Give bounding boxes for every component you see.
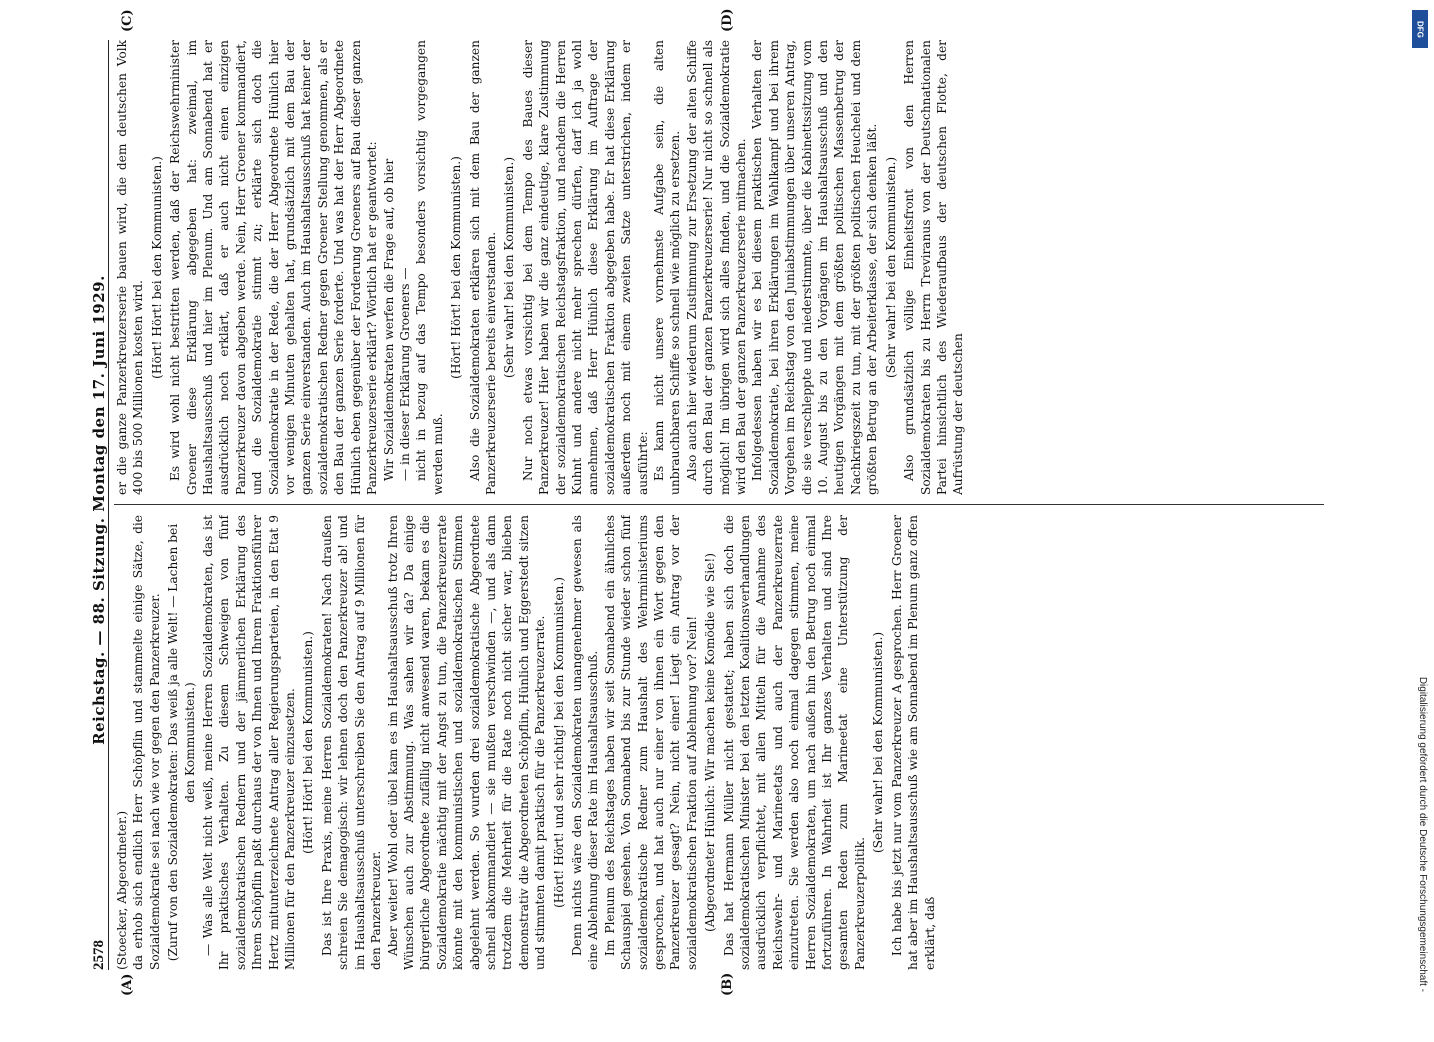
paragraph: Infolgedessen haben wir es bei diesem praktischen Verhalten der Sozialdemokratie, bei ihren Erklärungen im Wahlkampf und bei ihrem Vorgehen im Reichstag von den Juniabstimmungen über unseren Antrag, die sie verschleppte und niederstimmte, über die Kabinettssitzung vom 10. August bis zu den Vorgängen im Haushaltsausschuß und den heutigen Vorgängen mit dem größten politischen Massenbetrug der Nachkriegszeit zu tun, mit der größten politischen Heuchelei und dem größten Betrug an der Arbeiterklasse, der sich denken läßt.: [750, 40, 880, 495]
page-title: Reichstag. — 88. Sitzung. Montag den 17. Juni 1929.: [90, 275, 108, 745]
paragraph: (Stoecker, Abgeordneter.): [115, 810, 129, 970]
interjection: (Sehr wahr! bei den Kommunisten.): [871, 631, 886, 854]
text-columns: [114, 40, 1324, 970]
interjection: (Sehr wahr! bei den Kommunisten.): [883, 156, 898, 379]
paragraph: Denn nichts wäre den Sozialdemokraten unangenehmer gewesen als eine Ablehnung dieser Rate im Haushaltsausschuß.: [569, 515, 601, 970]
digitization-text: Digitalisierung gefördert durch die Deutsche Forschungsgemeinschaft -: [1417, 676, 1428, 992]
paragraph: Aber weiter! Wohl oder übel kam es im Haushaltsausschuß trotz Ihren Wünschen auch zur Abstimmung. Was sahen wir da? Da einige bürgerliche Abgeordnete zufällig nicht anwesend waren, bekam es die Sozialdemokratie mächtig mit der Angst zu tun, die Panzerkreuzerrate könnte mit den kommunistischen und sozialdemokratischen Stimmen abgelehnt werden. So wurden drei sozialdemokratische Abgeordnete schnell abkommandiert — sie mußten verschwinden —, und als dann trotzdem die Mehrheit für die Rate noch nicht sicher war, blieben demonstrativ die Abgeordneten Schöpflin, Hünlich und Eggerstedt sitzen und stimmten damit praktisch für die Panzerkreuzerrate.: [385, 515, 548, 970]
page-header: [80, 40, 109, 970]
digitization-note: [1410, 8, 1428, 992]
page-number: 2578: [91, 940, 107, 970]
document-page: [80, 8, 1330, 996]
interjection: (Abgeordneter Hünlich: Wir machen keine Komödie wie Sie!): [703, 552, 718, 933]
interjection: (Zuruf von den Sozialdemokraten: Das weiß ja alle Welt! — Lachen bei den Kommunisten.): [166, 523, 197, 962]
interjection: (Sehr wahr! bei den Kommunisten.): [502, 156, 517, 379]
margin-marker-d: (D): [720, 8, 735, 32]
paragraph: nicht in bezug auf das Tempo besonders vorsichtig vorgegangen werden muß.: [414, 40, 445, 495]
paragraph: Das ist Ihre Praxis, meine Herren Sozialdemokraten! Nach draußen schreien Sie demagogisch: wir lehnen doch den Panzerkreuzer ab! und im Haushaltsausschuß unterschreiben Sie den Antrag auf 9 Millionen für den Panzerkreuzer.: [319, 515, 384, 970]
margin-marker-b: (B): [720, 972, 735, 996]
paragraph: — in dieser Erklärung Groeners —: [397, 267, 412, 481]
paragraph: Es kann nicht unsere vornehmste Aufgabe sein, die alten unbrauchbaren Schiffe so schnell wie möglich zu ersetzen.: [652, 40, 683, 495]
interjection: (Hört! Hört! bei den Kommunisten.): [449, 156, 464, 379]
right-column: [114, 40, 1324, 495]
paragraph: Wir Sozialdemokraten werfen die Frage auf, ob hier: [381, 158, 396, 481]
paragraph: da erhob sich endlich Herr Schöpflin und stammelte einige Sätze, die Sozialdemokratie sei nach wie vor gegen den Panzerkreuzer.: [131, 515, 162, 970]
paragraph: Also auch hier wiederum Zustimmung zur Ersetzung der alten Schiffe durch den Bau der ganzen Panzerkreuzerserie! Nur nicht so schnell als möglich! Im übrigen wird sich alles finden, und die Sozialdemokratie wird den Bau der ganzen Panzerkreuzerserie mitmachen.: [684, 40, 749, 495]
paragraph: Es wird wohl nicht bestritten werden, daß der Reichswehrminister Groener diese Erklärung abgegeben hat: zweimal, im Haushaltsausschuß und hier im Plenum. Und am Sonnabend hat er ausdrücklich noch erklärt, daß er auch nicht einen einzigen Panzerkreuzer davon abgeben werde. Nein, Herr Groener kommandiert, und die Sozialdemokratie stimmt zu; erklärte sich doch die Sozialdemokratie in der Rede, die der Herr Abgeordnete Hünlich hier vor wenigen Minuten gehalten hat, grundsätzlich mit dem Bau der ganzen Serie einverstanden. Auch im Haushaltsausschuß hat keiner der sozialdemokratischen Redner gegen Groener Stellung genommen, als er den Bau der ganzen Serie forderte. Und was hat der Herr Abgeordnete Hünlich eben gegenüber der Forderung Groeners auf Bau dieser ganzen Panzerkreuzerserie erklärt? Wörtlich hat er geantwortet:: [168, 40, 380, 495]
left-column: [114, 515, 1324, 970]
paragraph: Ich habe bis jetzt nur vom Panzerkreuzer A gesprochen. Herr Groener hat aber im Haushaltsausschuß wie am Sonnabend im Plenum ganz offen erklärt, daß: [889, 515, 937, 970]
interjection: (Hört! Hört! bei den Kommunisten.): [301, 631, 316, 854]
margin-marker-c: (C): [120, 9, 135, 32]
paragraph: er die ganze Panzerkreuzerserie bauen wird, die dem deutschen Volk 400 bis 500 Millionen kosten wird.: [115, 40, 146, 495]
interjection: (Hört! Hört! und sehr richtig! bei den Kommunisten.): [551, 576, 566, 909]
paragraph: Im Plenum des Reichstages haben wir seit Sonnabend ein ähnliches Schauspiel gesehen. Von Sonnabend bis zur Stunde wieder schon fünf sozialdemokratische Redner zum Haushalt des Wehrministeriums gesprochen, und hat auch nur einer von ihnen ein Wort gegen den Panzerkreuzer gesagt? Nein, nicht einer! Liegt ein Antrag vor der sozialdemokratischen Fraktion auf Ablehnung vor? Nein!: [602, 515, 699, 970]
column-divider: [114, 504, 1324, 505]
paragraph: Nur noch etwas vorsichtig bei dem Tempo des Baues dieser Panzerkreuzer! Hier haben wir die ganz eindeutige, klare Zustimmung der sozialdemokratischen Reichstagsfraktion, und nachdem die Herren Kuhnt und andere nicht mehr sprechen dürfen, darf ich ja wohl annehmen, daß Herr Hünlich diese Erklärung im Auftrage der sozialdemokratischen Fraktion abgegeben habe. Er hat diese Erklärung außerdem noch mit einem zweiten Satze unterstrichen, indem er ausführte:: [520, 40, 650, 495]
paragraph: Das hat Hermann Müller nicht gestattet; haben sich doch die sozialdemokratischen Minister bei den letzten Koalitionsverhandlungen ausdrücklich verpflichtet, mit allen Mitteln für die Annahme des Reichswehr- und Marineetats und auch der Panzerkreuzerrate einzutreten. Sie werden also noch einmal dagegen stimmen, meine Herren Sozialdemokraten, um nach außen hin den Betrug noch einmal fortzuführen. In Wahrheit ist Ihr ganzes Verhalten und sind Ihre gesamten Reden zum Marineetat eine Unterstützung der Panzerkreuzerpolitik.: [721, 515, 867, 970]
paragraph: Also grundsätzlich völlige Einheitsfront von den Herren Sozialdemokraten bis zu Herrn Treviranus von der Deutschnationalen Partei hinsichtlich des Wiederaufbaus der deutschen Flotte, der Aufrüstung der deutschen: [902, 40, 966, 495]
interjection: (Hört! Hört! bei den Kommunisten.): [149, 156, 164, 379]
margin-marker-a: (A): [120, 973, 135, 996]
paragraph: Also die Sozialdemokraten erklären sich mit dem Bau der ganzen Panzerkreuzerserie bereits einverstanden.: [467, 40, 498, 495]
paragraph: — Was alle Welt nicht weiß, meine Herren Sozialdemokraten, das ist Ihr praktisches Verhalten. Zu diesem Schweigen von fünf sozialdemokratischen Rednern und der jämmerlichen Erklärung des Ihrem Schöpflin paßt durchaus der von Ihnen und Ihrem Fraktionsführer Hertz mitunterzeichnete Antrag aller Regierungsparteien, in den Etat 9 Millionen für den Panzerkreuzer einzusetzen.: [201, 515, 298, 970]
dfg-logo: DFG: [1412, 10, 1428, 48]
